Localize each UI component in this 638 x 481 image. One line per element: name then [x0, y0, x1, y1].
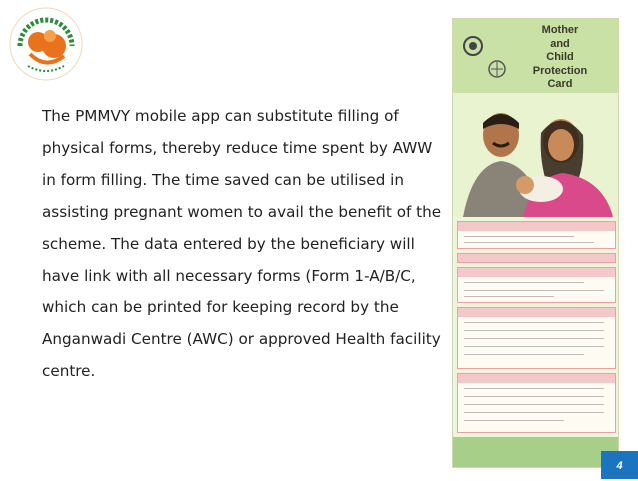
card-form-area: [453, 215, 618, 467]
body-paragraph: The PMMVY mobile app can substitute filling of physical forms, thereby reduce time spent by AWW in form filling. The time saved can be utilised in assisting pregnant women to avail the benefit of the scheme. The data entered by the beneficiary will have link with all necessary forms (Form 1-A/B/C, which can be printed for keeping record by the Anganwadi Centre (AWC) or approved Health facility centre.: [42, 107, 442, 381]
page-number-badge: 4: [601, 451, 638, 479]
pmmvy-logo: [8, 6, 84, 82]
form-section: [457, 267, 616, 303]
form-section: [457, 221, 616, 249]
card-footer: [453, 437, 618, 467]
form-band: [457, 253, 616, 263]
card-title: Mother and Child Protection Card: [532, 24, 588, 90]
mother-child-protection-card-image: [452, 18, 619, 468]
family-illustration: [453, 93, 618, 217]
form-section: [457, 373, 616, 433]
emblem-icon: [463, 35, 483, 57]
unicef-icon: [487, 59, 507, 79]
form-section: [457, 307, 616, 369]
